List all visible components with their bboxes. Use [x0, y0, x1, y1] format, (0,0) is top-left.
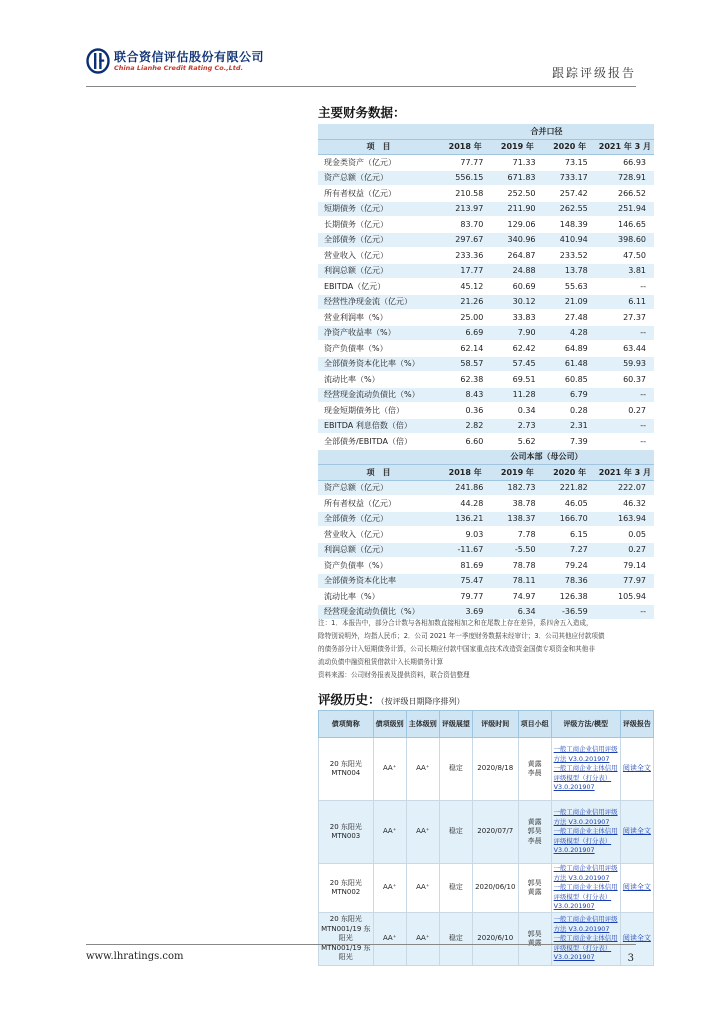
team-member: 李晨 [527, 836, 542, 845]
table-row [318, 232, 654, 248]
column-header: 2021 年 3 月 [596, 139, 654, 155]
row-value: 6.11 [596, 294, 654, 310]
row-value: 166.70 [544, 511, 596, 527]
row-value: 6.34 [491, 604, 543, 620]
row-value: -36.59 [544, 604, 596, 620]
table-row [318, 279, 654, 295]
rating-method-link[interactable] [551, 913, 620, 966]
row-value: 78.78 [491, 558, 543, 574]
history-section-title [318, 690, 465, 708]
read-report-link[interactable]: 阅读全文 [620, 801, 653, 864]
row-value: 233.52 [544, 248, 596, 264]
table-row [318, 248, 654, 264]
history-column-header: 评级时间 [472, 711, 518, 738]
row-value: 62.42 [491, 341, 543, 357]
row-label: EBITDA（亿元） [318, 279, 439, 295]
method-line: 一般工商企业信用评级 [553, 808, 618, 817]
row-value: 182.73 [491, 480, 543, 496]
rating-method-link[interactable] [551, 738, 620, 801]
row-value: 222.07 [596, 480, 654, 496]
bond-name [319, 864, 374, 913]
method-line: 一般工商企业主体信用 [553, 934, 618, 943]
table-group-row [318, 449, 654, 465]
row-value: 73.15 [544, 155, 596, 171]
table-row [318, 155, 654, 171]
row-label: 全部债务（亿元） [318, 511, 439, 527]
table-row [318, 527, 654, 543]
row-value: 17.77 [439, 263, 491, 279]
row-label: 流动比率（%） [318, 589, 439, 605]
row-label: 长期债务（亿元） [318, 217, 439, 233]
row-value: 30.12 [491, 294, 543, 310]
row-value: 2.73 [491, 418, 543, 434]
history-row [319, 801, 654, 864]
row-value: 210.58 [439, 186, 491, 202]
row-value: 129.06 [491, 217, 543, 233]
team-member: 黄露 [527, 888, 542, 896]
row-value: 46.05 [544, 496, 596, 512]
row-value: 59.93 [596, 356, 654, 372]
row-label: 短期债务（亿元） [318, 201, 439, 217]
bond-name [319, 801, 374, 864]
table-row [318, 480, 654, 496]
footer-url[interactable]: www.lhratings.com [86, 951, 184, 962]
rating-history-table [318, 710, 654, 966]
row-label: 利润总额（亿元） [318, 542, 439, 558]
read-report-link[interactable]: 阅读全文 [620, 913, 653, 966]
column-header: 2018 年 [439, 139, 491, 155]
row-value: 2.82 [439, 418, 491, 434]
history-title: 评级历史： [318, 692, 381, 707]
table-row [318, 294, 654, 310]
company-name-cn: 联合资信评估股份有限公司 [114, 49, 265, 64]
row-value: 44.28 [439, 496, 491, 512]
row-value: 9.03 [439, 527, 491, 543]
bond-name [319, 913, 374, 966]
row-value: 252.50 [491, 186, 543, 202]
row-value: 136.21 [439, 511, 491, 527]
row-value: 671.83 [491, 170, 543, 186]
method-line: 评级模型（打分表） [553, 892, 612, 901]
financial-section-title: 主要财务数据： [318, 105, 406, 120]
method-line: 评级模型（打分表） [553, 773, 612, 782]
bond-name-line: MTN002 [331, 888, 361, 896]
table-row [318, 387, 654, 403]
row-value: 78.36 [544, 573, 596, 589]
row-value: 6.15 [544, 527, 596, 543]
column-header: 项 目 [318, 139, 439, 155]
rating-date: 2020/07/7 [472, 801, 518, 864]
row-value: 77.97 [596, 573, 654, 589]
column-header: 2018 年 [439, 465, 491, 481]
row-value: 0.28 [544, 403, 596, 419]
table-row [318, 356, 654, 372]
row-value: 24.88 [491, 263, 543, 279]
row-value: 0.27 [596, 542, 654, 558]
row-label: 现金短期债务比（倍） [318, 403, 439, 419]
issuer-rating: AA⁺ [406, 801, 439, 864]
row-value: 251.94 [596, 201, 654, 217]
table-group-label: 合并口径 [439, 124, 654, 139]
row-value: 69.51 [491, 372, 543, 388]
project-team [518, 913, 551, 966]
table-row [318, 542, 654, 558]
row-label: 全部债务资本化比率 [318, 573, 439, 589]
footer-divider [86, 944, 636, 945]
row-label: 利润总额（亿元） [318, 263, 439, 279]
row-value: 221.82 [544, 480, 596, 496]
method-line: 一般工商企业信用评级 [553, 745, 618, 754]
history-subtitle: （按评级日期降序排列） [380, 697, 465, 706]
row-value: -11.67 [439, 542, 491, 558]
row-value: 81.69 [439, 558, 491, 574]
row-label: 营业利润率（%） [318, 310, 439, 326]
table-row [318, 573, 654, 589]
row-value: 0.27 [596, 403, 654, 419]
issuer-rating: AA⁺ [406, 864, 439, 913]
row-label: EBITDA 利息倍数（倍） [318, 418, 439, 434]
financial-notes [318, 617, 654, 682]
read-report-link[interactable]: 阅读全文 [620, 864, 653, 913]
row-value: -- [596, 418, 654, 434]
history-column-header: 项目小组 [518, 711, 551, 738]
row-value: 3.69 [439, 604, 491, 620]
table-row [318, 310, 654, 326]
row-value: 733.17 [544, 170, 596, 186]
note-line: 流动负债中融资租赁借款计入长期债务计算 [318, 658, 444, 666]
table-row [318, 434, 654, 450]
row-value: 148.39 [544, 217, 596, 233]
table-row [318, 496, 654, 512]
row-value: 45.12 [439, 279, 491, 295]
row-value: 146.65 [596, 217, 654, 233]
row-value: 5.62 [491, 434, 543, 450]
column-header: 2019 年 [491, 139, 543, 155]
row-value: 55.63 [544, 279, 596, 295]
note-line: 注：1．本报告中，部分合计数与各相加数直接相加之和在尾数上存在差异，系四舍五入造成， [318, 619, 593, 627]
table-row [318, 201, 654, 217]
method-line: 方法 V3.0.201907 [553, 817, 610, 826]
row-value: 79.77 [439, 589, 491, 605]
note-line: 的债务部分计入短期债务计算，公司长期应付款中国家重点技术改造资金国债专项资金和其他非 [318, 645, 595, 653]
company-name-en: China Lianhe Credit Rating Co.,Ltd. [114, 63, 244, 72]
method-line: V3.0.201907 [553, 953, 595, 962]
row-value: 138.37 [491, 511, 543, 527]
row-label: 资产负债率（%） [318, 341, 439, 357]
row-value: 163.94 [596, 511, 654, 527]
row-value: 4.28 [544, 325, 596, 341]
row-value: 0.36 [439, 403, 491, 419]
row-value: -- [596, 325, 654, 341]
table-row [318, 170, 654, 186]
row-value: 7.90 [491, 325, 543, 341]
row-value: 6.79 [544, 387, 596, 403]
method-line: V3.0.201907 [553, 783, 595, 792]
row-value: 398.60 [596, 232, 654, 248]
row-value: 62.38 [439, 372, 491, 388]
bond-name-line: 20 东阳光 [329, 822, 362, 831]
history-row [319, 913, 654, 966]
row-value: 266.52 [596, 186, 654, 202]
bond-name [319, 738, 374, 801]
row-value: 46.32 [596, 496, 654, 512]
method-line: 方法 V3.0.201907 [553, 924, 610, 933]
history-column-header: 评级方法/模型 [551, 711, 620, 738]
row-value: 728.91 [596, 170, 654, 186]
row-value: 262.55 [544, 201, 596, 217]
history-column-header: 债项级别 [373, 711, 406, 738]
method-line: 方法 V3.0.201907 [553, 754, 610, 763]
bond-name-line: 阳光 [338, 953, 353, 962]
note-line: 资料来源：公司财务报表及提供资料，联合资信整理 [318, 671, 470, 679]
row-value: 38.78 [491, 496, 543, 512]
financial-table [318, 124, 654, 620]
team-member: 郭昊 [527, 929, 542, 938]
table-row [318, 558, 654, 574]
row-value: 233.36 [439, 248, 491, 264]
note-line: 除特别说明外，均指人民币；2．公司 2021 年一季度财务数据未经审计；3．公司其他应付款项债 [318, 632, 605, 640]
row-value: 6.60 [439, 434, 491, 450]
row-value: 74.97 [491, 589, 543, 605]
method-line: 一般工商企业信用评级 [553, 864, 618, 873]
row-value: 0.05 [596, 527, 654, 543]
row-label: 所有者权益（亿元） [318, 496, 439, 512]
column-header: 项 目 [318, 465, 439, 481]
row-value: 241.86 [439, 480, 491, 496]
row-value: 63.44 [596, 341, 654, 357]
group-spacer [318, 124, 439, 139]
row-value: 264.87 [491, 248, 543, 264]
row-value: 66.93 [596, 155, 654, 171]
row-value: 61.48 [544, 356, 596, 372]
method-line: 评级模型（打分表） [553, 943, 612, 952]
row-value: 7.78 [491, 527, 543, 543]
company-logo [86, 48, 264, 74]
history-column-header: 评级报告 [620, 711, 653, 738]
method-line: V3.0.201907 [553, 846, 595, 855]
row-value: 75.47 [439, 573, 491, 589]
row-value: 57.45 [491, 356, 543, 372]
row-value: 47.50 [596, 248, 654, 264]
row-label: 净资产收益率（%） [318, 325, 439, 341]
row-label: 全部债务/EBITDA（倍） [318, 434, 439, 450]
table-row [318, 217, 654, 233]
row-label: 资产负债率（%） [318, 558, 439, 574]
row-value: -- [596, 434, 654, 450]
row-value: 27.37 [596, 310, 654, 326]
rating-date: 2020/06/10 [472, 864, 518, 913]
row-value: 213.97 [439, 201, 491, 217]
row-value: 64.89 [544, 341, 596, 357]
bond-name-line: 20 东阳光 [329, 878, 362, 887]
bond-rating: AA⁺ [373, 738, 406, 801]
method-line: V3.0.201907 [553, 902, 595, 911]
row-value: 79.14 [596, 558, 654, 574]
row-value: 60.85 [544, 372, 596, 388]
table-row [318, 341, 654, 357]
table-row [318, 186, 654, 202]
table-group-label: 公司本部（母公司） [439, 449, 654, 465]
rating-method-link[interactable] [551, 801, 620, 864]
history-column-header: 主体级别 [406, 711, 439, 738]
rating-outlook: 稳定 [439, 738, 472, 801]
row-label: 全部债务（亿元） [318, 232, 439, 248]
row-value: 7.27 [544, 542, 596, 558]
column-header: 2021 年 3 月 [596, 465, 654, 481]
group-spacer [318, 449, 439, 465]
bond-name-line: 20 东阳光 [329, 759, 362, 768]
bond-name-line: MTN001/19 东 [321, 943, 371, 952]
method-line: 一般工商企业主体信用 [553, 883, 618, 892]
column-header: 2020 年 [544, 139, 596, 155]
table-row [318, 511, 654, 527]
bond-name-line: MTN001/19 东 [321, 924, 371, 933]
row-value: 8.43 [439, 387, 491, 403]
rating-outlook: 稳定 [439, 801, 472, 864]
row-label: 资产总额（亿元） [318, 480, 439, 496]
history-column-header: 评级展望 [439, 711, 472, 738]
row-value: 21.09 [544, 294, 596, 310]
row-value: 79.24 [544, 558, 596, 574]
history-row [319, 864, 654, 913]
row-label: 资产总额（亿元） [318, 170, 439, 186]
row-label: 营业收入（亿元） [318, 527, 439, 543]
history-column-header: 债项简称 [319, 711, 374, 738]
row-value: 297.67 [439, 232, 491, 248]
method-line: 方法 V3.0.201907 [553, 873, 610, 882]
row-label: 现金类资产（亿元） [318, 155, 439, 171]
table-row [318, 418, 654, 434]
row-value: 83.70 [439, 217, 491, 233]
row-label: 流动比率（%） [318, 372, 439, 388]
row-value: -- [596, 279, 654, 295]
row-value: 77.77 [439, 155, 491, 171]
bond-name-line: 20 东阳光 [329, 915, 362, 924]
row-label: 经营性净现金流（亿元） [318, 294, 439, 310]
column-header: 2019 年 [491, 465, 543, 481]
row-value: 3.81 [596, 263, 654, 279]
row-value: -- [596, 604, 654, 620]
row-value: 211.90 [491, 201, 543, 217]
row-value: 21.26 [439, 294, 491, 310]
method-line: 评级模型（打分表） [553, 836, 612, 845]
row-value: 60.37 [596, 372, 654, 388]
team-member: 郭昊 [527, 827, 542, 836]
row-label: 所有者权益（亿元） [318, 186, 439, 202]
row-value: 410.94 [544, 232, 596, 248]
page-number: 3 [627, 953, 634, 964]
project-team [518, 801, 551, 864]
table-row [318, 589, 654, 605]
row-value: 60.69 [491, 279, 543, 295]
bond-name-line: MTN003 [331, 832, 361, 840]
row-value: 71.33 [491, 155, 543, 171]
team-member: 李晨 [527, 769, 542, 777]
header-divider [86, 86, 636, 87]
table-group-row [318, 124, 654, 139]
history-row [319, 738, 654, 801]
row-value: -5.50 [491, 542, 543, 558]
bond-name-line: 阳光 [338, 934, 353, 943]
project-team [518, 738, 551, 801]
row-value: 6.69 [439, 325, 491, 341]
row-value: 0.34 [491, 403, 543, 419]
method-line: 一般工商企业主体信用 [553, 764, 618, 773]
row-label: 营业收入（亿元） [318, 248, 439, 264]
rating-method-link[interactable] [551, 864, 620, 913]
row-value: 27.48 [544, 310, 596, 326]
rating-date: 2020/8/18 [472, 738, 518, 801]
issuer-rating: AA⁺ [406, 738, 439, 801]
row-value: 62.14 [439, 341, 491, 357]
row-value: -- [596, 387, 654, 403]
row-value: 126.38 [544, 589, 596, 605]
row-value: 2.31 [544, 418, 596, 434]
table-header-row [318, 465, 654, 481]
rating-outlook: 稳定 [439, 913, 472, 966]
method-line: 一般工商企业主体信用 [553, 827, 618, 836]
row-value: 7.39 [544, 434, 596, 450]
row-value: 257.42 [544, 186, 596, 202]
bond-rating: AA⁺ [373, 801, 406, 864]
row-value: 25.00 [439, 310, 491, 326]
table-header-row [318, 139, 654, 155]
issuer-rating: AA⁺ [406, 913, 439, 966]
bond-name-line: MTN004 [331, 769, 361, 777]
method-line: 一般工商企业信用评级 [553, 915, 618, 924]
row-value: 78.11 [491, 573, 543, 589]
project-team [518, 864, 551, 913]
table-row [318, 325, 654, 341]
table-row [318, 403, 654, 419]
row-label: 全部债务资本化比率（%） [318, 356, 439, 372]
column-header: 2020 年 [544, 465, 596, 481]
row-value: 340.96 [491, 232, 543, 248]
bond-rating: AA⁺ [373, 913, 406, 966]
team-member: 郭昊 [527, 878, 542, 887]
lianhe-logo-icon [86, 48, 110, 74]
rating-outlook: 稳定 [439, 864, 472, 913]
team-member: 黄露 [527, 817, 542, 826]
row-value: 556.15 [439, 170, 491, 186]
row-label: 经营现金流动负债比（%） [318, 604, 439, 620]
team-member: 黄露 [527, 939, 542, 947]
row-value: 58.57 [439, 356, 491, 372]
row-value: 105.94 [596, 589, 654, 605]
table-row [318, 372, 654, 388]
row-value: 13.78 [544, 263, 596, 279]
row-value: 11.28 [491, 387, 543, 403]
team-member: 黄露 [527, 759, 542, 768]
bond-rating: AA⁺ [373, 864, 406, 913]
report-type: 跟踪评级报告 [551, 66, 636, 80]
table-row [318, 263, 654, 279]
read-report-link[interactable]: 阅读全文 [620, 738, 653, 801]
rating-date: 2020/6/10 [472, 913, 518, 966]
row-value: 33.83 [491, 310, 543, 326]
row-label: 经营现金流动负债比（%） [318, 387, 439, 403]
